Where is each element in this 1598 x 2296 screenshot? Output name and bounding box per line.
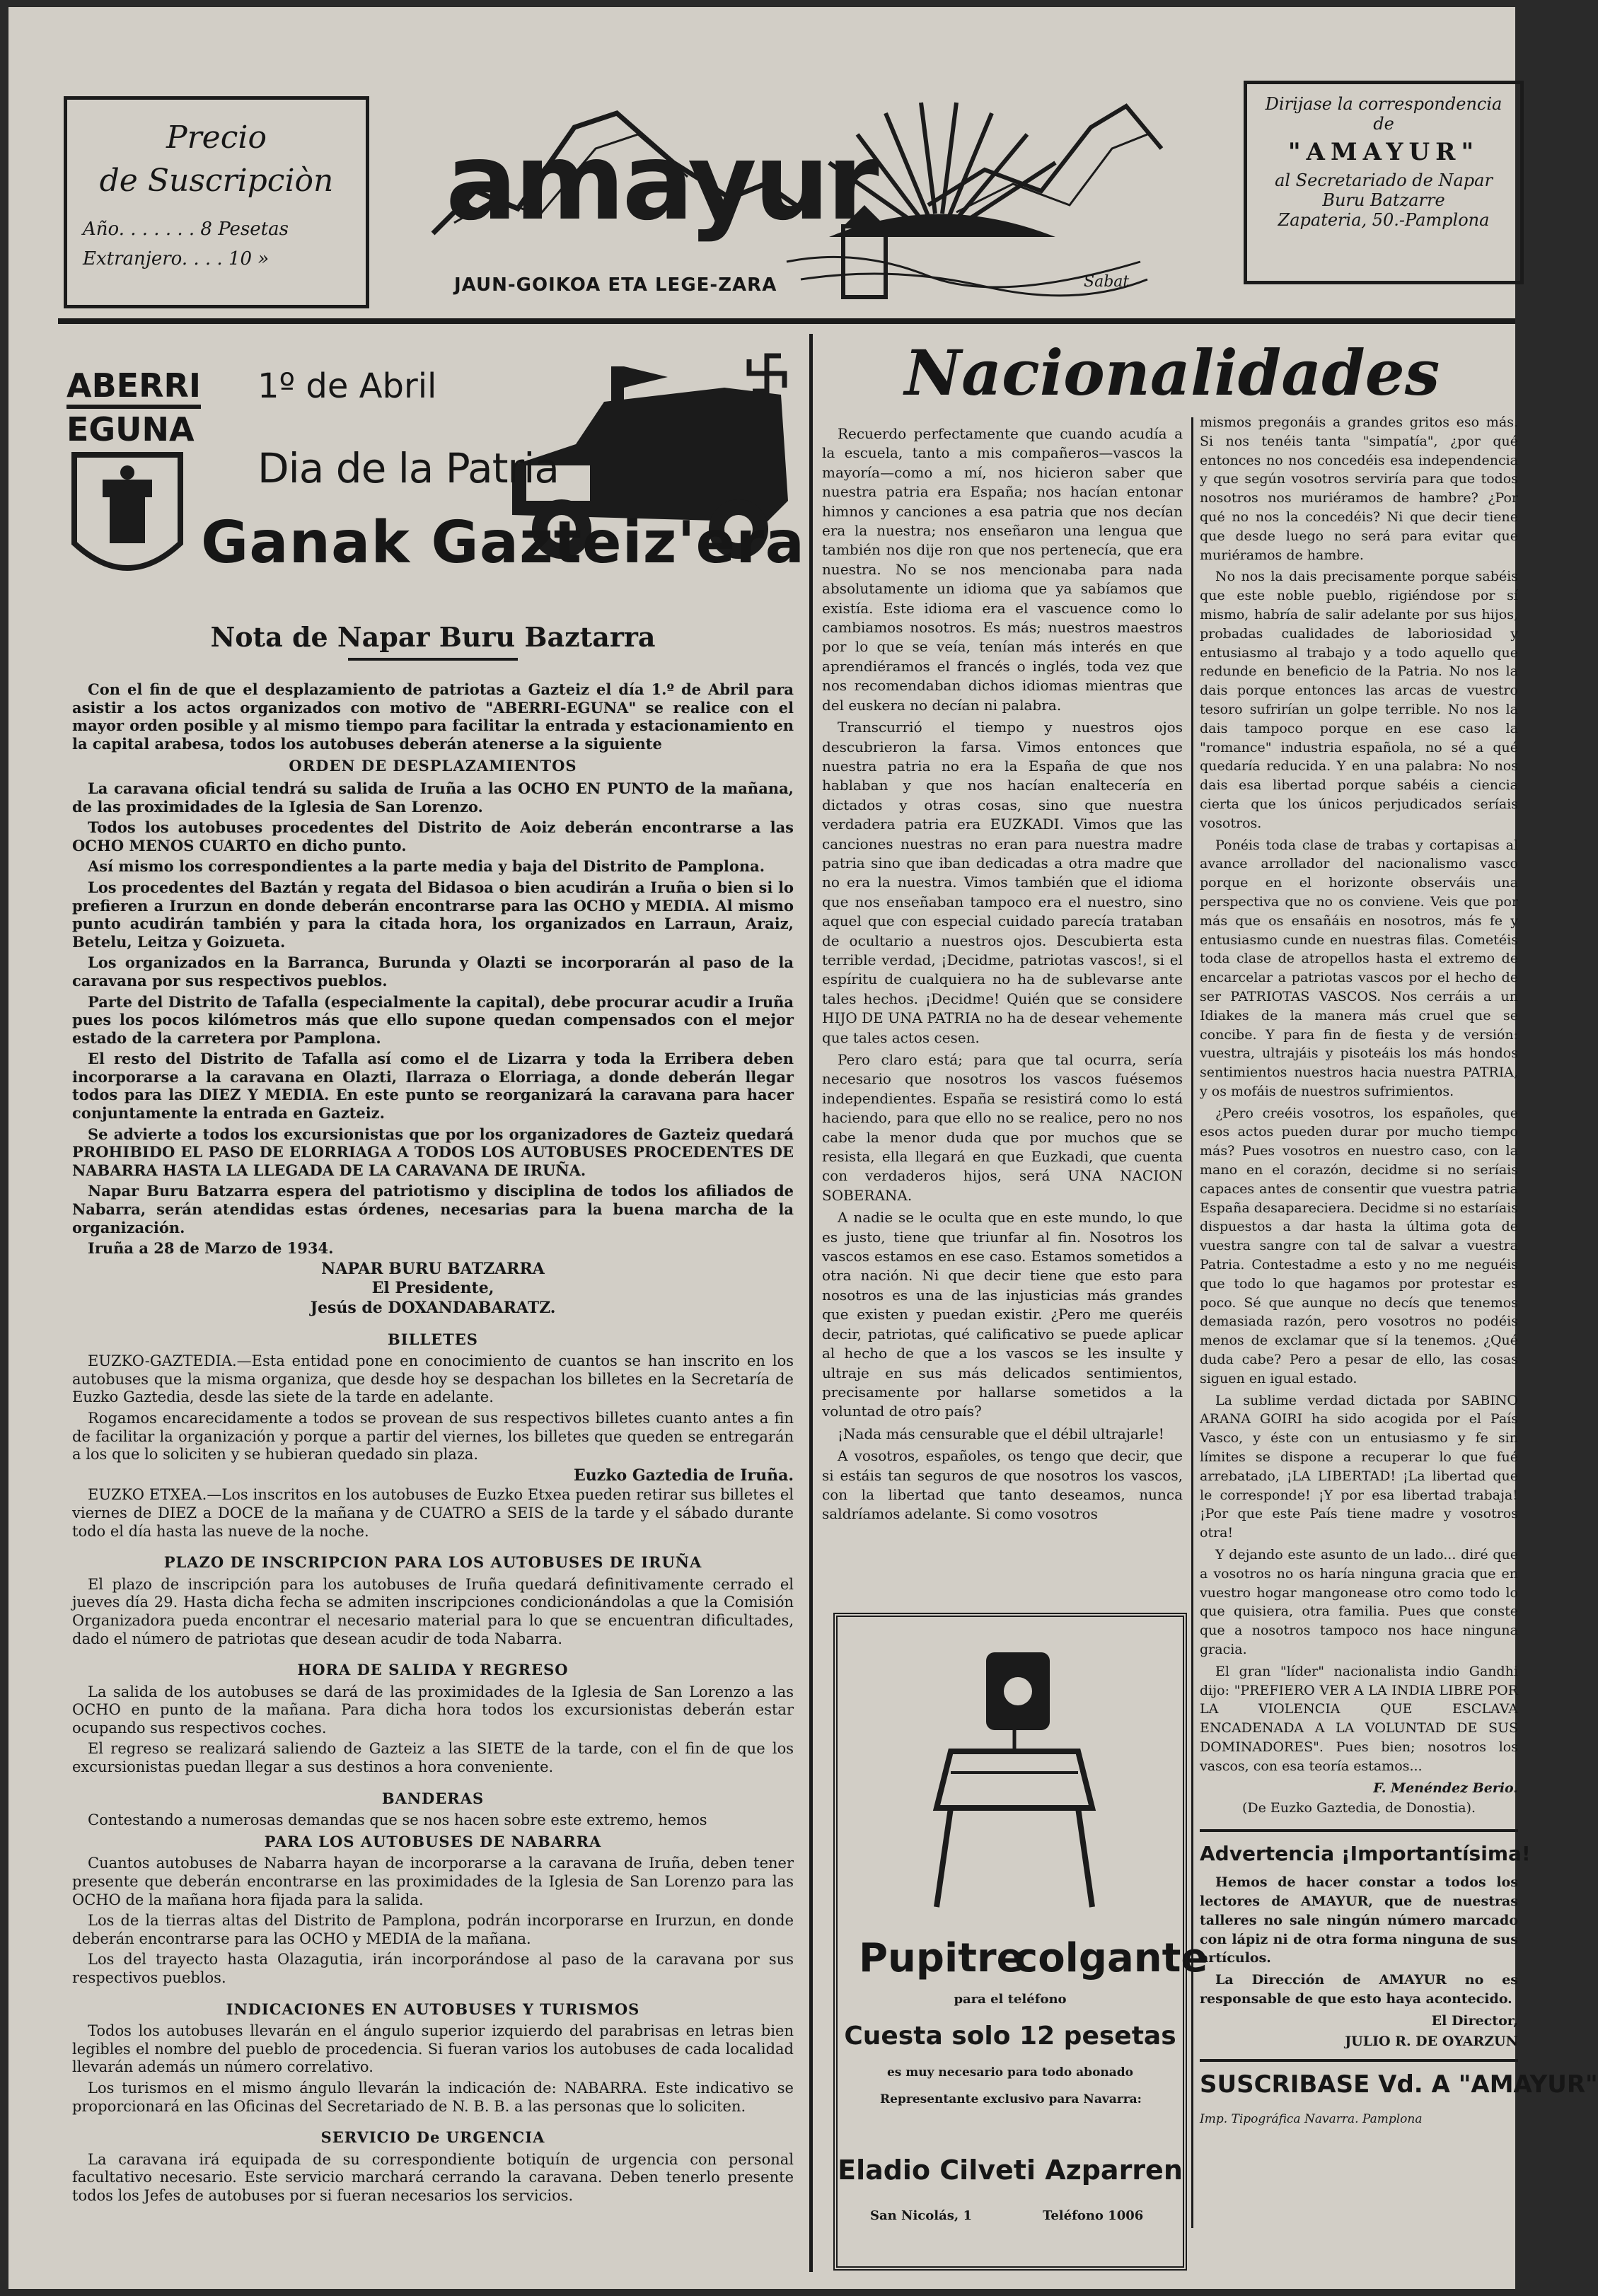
advertencia-rule bbox=[1200, 1829, 1518, 1832]
ad-title-line1: Pupitre bbox=[859, 1935, 1024, 1981]
banner-ganak-gazteiz: Ganak Gazteiz'era bbox=[201, 509, 805, 576]
advertencia-signature-name: JULIO R. DE OYARZUN bbox=[1345, 2033, 1518, 2049]
banner-dia-de-la-patria: Dia de la Patria bbox=[257, 444, 559, 492]
ad-subtitle: para el teléfono bbox=[954, 1992, 1067, 2007]
nota-signature-org: NAPAR BURU BATZARRA bbox=[321, 1259, 545, 1278]
nota-title-rule bbox=[348, 658, 518, 661]
pupitre-advertisement bbox=[833, 1613, 1208, 2271]
nacionalidades-paragraph: mismos pregonáis a grandes gritos eso más. Si nos tenéis tanta "simpatía", ¿por qué entonces no nos concedéis esa independencia y que según vosotros serviría para que todos nosotros nos muriéramos de hambre? ¿Por qué no nos la concedéis? Ni que decir tiene que desde luego no será para evitar que muriéramos de hambre. bbox=[1200, 414, 1518, 563]
nota-paragraph: Los organizados en la Barranca, Burunda y Olazti se incorporarán al paso de la caravana por sus respectivos pueblos. bbox=[72, 953, 794, 990]
header-rule bbox=[58, 318, 1515, 324]
nota-paragraph: Se advierte a todos los excursionistas que por los organizadores de Gazteiz quedará PROHIBIDO EL PASO DE ELORRIAGA A TODOS LOS AUTOBUSES PROCEDENTES DE NABARRA HASTA LA LLEGADA DE LA CARAVANA DE IRUÑA. bbox=[72, 1125, 794, 1179]
hora-heading: HORA DE SALIDA Y REGRESO bbox=[297, 1661, 569, 1679]
nota-signature-role: El Presidente, bbox=[371, 1279, 494, 1298]
nota-intro: Con el fin de que el desplazamiento de patriotas a Gazteiz el día 1.º de Abril para asistir a los actos organizados con motivo de "ABERRI-EGUNA" se realice con el mayor orden posible y al mismo tiempo para facilitar la entrada y estacionamiento en la capital arabesa, todos los autobuses deberán atenerse a la siguiente bbox=[72, 680, 794, 753]
nota-signature-name: Jesús de DOXANDABARATZ. bbox=[310, 1299, 556, 1317]
advertencia-title: Advertencia ¡Importantísima! bbox=[1200, 1842, 1531, 1866]
banner-date: 1º de Abril bbox=[257, 366, 437, 406]
indicaciones-heading: INDICACIONES EN AUTOBUSES Y TURISMOS bbox=[226, 2000, 640, 2018]
nacionalidades-paragraph: ¡Nada más censurable que el débil ultrajarle! bbox=[838, 1425, 1164, 1442]
nacionalidades-paragraph: Ponéis toda clase de trabas y cortapisas al avance arrollador del nacionalismo vasco porque en el horizonte observáis una perspectiva que no os conviene. Veis que por más que os ensañáis en nosotros, más fe y entusiasmo cunde en nuestras filas. Cometéis toda clase de atropellos hasta el extremo de encarcelar a patriotas vascos por el hecho de ser PATRIOTAS VASCOS. Nos cerráis a un Idiakes de la manera más cruel que se concibe. Y para fin de fiesta y de versión: vuestra, ultrajáis y pisoteáis los más hondos sentimientos nuestros hacia nuestra PATRIA, y os mofáis de nuestros sufrimientos. bbox=[1200, 837, 1518, 1099]
nota-paragraph: Los procedentes del Baztán y regata del Bidasoa o bien acudirán a Iruña o bien si lo prefieren a Irurzun en donde deberán encontrarse para las OCHO y MEDIA. Al mismo punto acudirán también y para la citada hora, los organizados en Larraun, Araiz, Betelu, Leitza y Goizueta. bbox=[72, 878, 794, 951]
plazo-heading: PLAZO DE INSCRIPCION PARA LOS AUTOBUSES DE IRUÑA bbox=[163, 1553, 702, 1572]
ad-phone: Teléfono 1006 bbox=[1043, 2208, 1144, 2223]
nabarra-paragraph: Los del trayecto hasta Olazagutia, irán incorporándose al paso de la caravana por sus respectivos pueblos. bbox=[72, 1951, 794, 1986]
masthead-motto: JAUN-GOIKOA ETA LEGE-ZARA bbox=[454, 274, 777, 296]
ad-vendor-name: Eladio Cilveti Azparren bbox=[838, 2155, 1183, 2186]
nota-title: Nota de Napar Buru Baztarra bbox=[210, 621, 656, 653]
indicaciones-paragraph: Los turismos en el mismo ángulo llevarán la indicación de: NABARRA. Este indicativo se proporcionará en las Oficinas del Secretariado de N. B. B. a las personas que lo soliciten. bbox=[72, 2079, 794, 2115]
nota-paragraph: El resto del Distrito de Tafalla así como el de Lizarra y toda la Erribera deben incorporarse a la caravana en Olazti, Ilarraza o Elorriaga, a donde deberán llegar todos para las DIEZ Y MEDIA. En este punto se reorganizará la caravana para hacer conjuntamente la entrada en Gazteiz. bbox=[72, 1050, 794, 1123]
ad-address: San Nicolás, 1 bbox=[870, 2208, 972, 2223]
ad-title-line2: colgante bbox=[1014, 1935, 1208, 1981]
nota-paragraph: Así mismo los correspondientes a la parte media y baja del Distrito de Pamplona. bbox=[88, 857, 765, 876]
nacionalidades-paragraph: Y dejando este asunto de un lado... diré que a vosotros no os haría ninguna gracia que en vuestro hogar mangonease otro como todo lo que quisiera, otra familia. Pues que conste que a nosotros tampoco nos hace ninguna gracia. bbox=[1200, 1547, 1518, 1657]
masthead-artist-signature: Sabat bbox=[1084, 273, 1130, 291]
hora-paragraph: La salida de los autobuses se dará de las proximidades de la Iglesia de San Lorenzo a las OCHO en punto de la mañana. Para dicha hora todos los excursionistas deberán estar ocupando sus respectivos coches. bbox=[72, 1683, 794, 1737]
nacionalidades-paragraph: No nos la dais precisamente porque sabéis que este noble pueblo, rigiéndose por sí mismo, habría de salir adelante por sus hijos, probadas cualidades de laboriosidad y entusiasmo al trabajo y a todo aquello que redunde en beneficio de la Patria. No nos la dais porque entonces las arcas de vuestro tesoro sufrirían un golpe terrible. No nos la dais tampoco porque en ese caso la "romance" industria española, no sé a qué quedaría reducida. Y en una palabra: No nos dais esa libertad porque sabéis a ciencia cierta que los únicos perjudicados seríais vosotros. bbox=[1200, 569, 1518, 831]
nacionalidades-paragraph: El gran "líder" nacionalista indio Gandhi dijo: "PREFIERO VER A LA INDIA LIBRE POR LA VIOLENCIA QUE ESCLAVA ENCADENADA A LA VOLUNTAD DE SUS DOMINADORES". Pues bien; nosotros los vascos, con esa teoría estamos... bbox=[1200, 1663, 1518, 1774]
nota-paragraph: Parte del Distrito de Tafalla (especialmente la capital), debe procurar acudir a Iruña pues los pocos kilómetros más que ello supone quedan compensados con el mejor estado de la carretera por Pamplona. bbox=[72, 992, 794, 1047]
nacionalidades-paragraph: ¿Pero creéis vosotros, los españoles, que esos actos pueden durar por mucho tiempo más? Pues vosotros en nuestro caso, con la mano en el corazón, decidme si no seríais capaces antes de consentir que vuestra patria España desapareciera. Decidme si no estaríais dispuestos a dar hasta la última gota de vuestra sangre con tal de salvar a vuestra Patria. Contestadme a esto y no me neguéis que todo lo que hagamos por protestar es poco. Sé que aunque no decís que tenemos demasiada razón, pero vosotros no podéis menos de exclamar que sí la tenemos. ¿Qué duda cabe? Pero a pesar de ello, las cosas siguen en igual estado. bbox=[1200, 1105, 1518, 1386]
nacionalidades-column-2 bbox=[1200, 413, 1598, 2129]
plazo-paragraph: El plazo de inscripción para los autobuses de Iruña quedará definitivamente cerrado el jueves día 29. Hasta dicha fecha se admiten inscripciones condicionándolas a que la Comisión Organizadora pueda encontrar el necesario material para lo que se encuentran dificultades, dado el número de patriotas que desean acudir de toda Nabarra. bbox=[72, 1575, 794, 1647]
printer-imprint: Imp. Tipográfica Navarra. Pamplona bbox=[1200, 2112, 1423, 2127]
nota-date: Iruña a 28 de Marzo de 1934. bbox=[88, 1239, 334, 1258]
subscribe-stamp: SUSCRIBASE Vd. A "AMAYUR" bbox=[1200, 2070, 1598, 2099]
subscription-box bbox=[64, 96, 369, 308]
nota-paragraph: Napar Buru Batzarra espera del patriotismo y disciplina de todos los afiliados de Nabarra, serán atendidas estas órdenes, necesarias para la buena marcha de la organización. bbox=[72, 1182, 794, 1236]
correspondence-line1: Dirijase la correspondencia bbox=[1265, 94, 1503, 114]
nabarra-paragraph: Los de la tierras altas del Distrito de Pamplona, podrán incorporarse en Irurzun, en donde deberán encontrarse para las OCHO y MEDIA de la mañana. bbox=[72, 1912, 794, 1947]
subscription-row-year: Año. . . . . . . 8 Pesetas bbox=[83, 219, 289, 240]
nacionalidades-paragraph: Transcurrió el tiempo y nuestros ojos descubrieron la farsa. Vimos entonces que nuestra patria no era la España de que nos hablaban y que nos hacían enaltecería en dictados y otras cosas, sino que nuestra verdadera patria era EUZKADI. Vimos que las canciones nuestras no eran para nuestra madre patria sino que iban dedicadas a otra madre que no era la nuestra. Vimos también que el idioma que nos enseñaban tampoco era el nuestro, sino aquel que con especial cuidado parecía trataban de ocultario a nuestros ojos. Descubierta esta terrible verdad, ¡Decidme, patriotas vascos!, si el espíritu de cualquiera no ha de sublevarse ante tales hechos. ¡Decidme! Quién que se considere HIJO DE UNA PATRIA no ha de desear vehemente que tales actos cesen. bbox=[822, 719, 1183, 1046]
nacionalidades-author: F. Menéndez Berio. bbox=[1373, 1780, 1518, 1796]
correspondence-name: "AMAYUR" bbox=[1287, 138, 1480, 166]
nacionalidades-paragraph: Recuerdo perfectamente que cuando acudía a la escuela, tanto a mis compañeros—vascos la mayoría—como a mí, nos hicieron saber que nuestra patria era España; nos hacían entonar himnos y canciones a esa patria que nos decían era la nuestra; nos enseñaron una lengua que también nos dije ron que nos pertenecía, que era nuestra. No se nos mencionaba para nada absolutamente un idioma que ya sabíamos que existía. Este idioma era el vascuence como lo cambiamos nosotros. Es más; nuestros maestros por lo que se veía, tenían más interés en que aprendiéramos el francés o inglés, toda vez que nos recomendaban dichos idiomas mientras que del euskera no decían ni palabra. bbox=[822, 425, 1183, 714]
coat-of-arms-icon bbox=[71, 451, 184, 593]
hora-paragraph: El regreso se realizará saliendo de Gazteiz a las SIETE de la tarde, con el fin de que los excursionistas puedan llegar a sus destinos a hora conveniente. bbox=[72, 1740, 794, 1776]
advertencia-paragraph: La Dirección de AMAYUR no es responsable de que esto haya acontecido. bbox=[1200, 1972, 1518, 2007]
stamp-rule bbox=[1200, 2059, 1518, 2062]
billetes-paragraph: EUZKO ETXEA.—Los inscritos en los autobuses de Euzko Etxea pueden retirar sus billetes el viernes de DIEZ a DOCE de la mañana y de CUATRO a SEIS de la tarde y el sábado durante todo el día hasta las nueve de la noche. bbox=[72, 1486, 794, 1540]
banner-aberri: ABERRI bbox=[66, 366, 201, 409]
orden-heading: ORDEN DE DESPLAZAMIENTOS bbox=[289, 757, 577, 775]
correspondence-line2: de bbox=[1373, 114, 1394, 134]
correspondence-line4: al Secretariado de Napar bbox=[1275, 170, 1493, 190]
nota-paragraph: Todos los autobuses procedentes del Distrito de Aoiz deberán encontrarse a las OCHO MENOS CUARTO en dicho punto. bbox=[72, 818, 794, 854]
nacionalidades-title: Nacionalidades bbox=[904, 336, 1440, 410]
nacionalidades-paragraph: A vosotros, españoles, os tengo que decir, que si estáis tan seguros de que nosotros los vascos, con la libertad que tanto deseamos, nunca saldríamos adelante. Si como vosotros bbox=[822, 1447, 1183, 1523]
ad-price: Cuesta solo 12 pesetas bbox=[844, 2022, 1176, 2051]
billetes-signature: Euzko Gaztedia de Iruña. bbox=[573, 1466, 794, 1485]
nabarra-paragraph: Cuantos autobuses de Nabarra hayan de incorporarse a la caravana de Iruña, deben tener presente que deberán encontrarse en las proximidades de la Iglesia de San Lorenzo para las OCHO de la mañana hora fijada para la salida. bbox=[72, 1855, 794, 1908]
telephone-desk-illustration bbox=[908, 1645, 1121, 1914]
billetes-heading: BILLETES bbox=[388, 1330, 478, 1348]
billetes-paragraph: EUZKO-GAZTEDIA.—Esta entidad pone en conocimiento de cuantos se han inscrito en los autobuses que la misma organiza, que desde hoy se despachan los billetes en la Secretaría de Euzko Gaztedia, desde las siete de la tarde en adelante. bbox=[72, 1352, 794, 1406]
subscription-row-abroad: Extranjero. . . . 10 » bbox=[83, 248, 270, 269]
nacionalidades-paragraph: Pero claro está; para que tal ocurra, sería necesario que nosotros los vascos fuésemos independientes. España se resistirá como lo está haciendo, para que ello no se realice, pero no nos cabe la menor duda que por muchos que se resista, ella llegará en que Euzkadi, que cuenta con verdaderos hijos, será UNA NACION SOBERANA. bbox=[822, 1051, 1183, 1204]
indicaciones-paragraph: Todos los autobuses llevarán en el ángulo superior izquierdo del parabrisas en letras bien legibles el nombre del pueblo de procedencia. Si fueran varios los autobuses de cada localidad llevarán además un número correlativo. bbox=[72, 2022, 794, 2076]
ad-note: es muy necesario para todo abonado bbox=[886, 2065, 1134, 2080]
nacionalidades-column-1 bbox=[822, 424, 1183, 1527]
advertencia-signature-role: El Director, bbox=[1431, 2012, 1518, 2029]
correspondence-line6: Zapateria, 50.-Pamplona bbox=[1278, 210, 1490, 230]
aberri-banner bbox=[66, 352, 805, 593]
subscription-subtitle: de Suscripciòn bbox=[99, 163, 334, 199]
lauburu-icon bbox=[746, 352, 788, 395]
nacionalidades-source: (De Euzko Gaztedia, de Donostia). bbox=[1241, 1800, 1476, 1816]
correspondence-line5: Buru Batzarre bbox=[1322, 190, 1445, 210]
urgencia-paragraph: La caravana irá equipada de su correspondiente botiquín de urgencia con personal facultativo necesario. Este servicio marchará cerrando la caravana. Deben tenerlo presente todos los Jefes de autobuses por si fueran necesarios los servicios. bbox=[72, 2150, 794, 2204]
nacionalidades-paragraph: La sublime verdad dictada por SABINO ARANA GOIRI ha sido acogida por el País Vasco, y éste con un entusiasmo y fe sin límites se dispone a recuperar lo que fué arrebatado, ¡LA LIBERTAD! ¡La libertad que le corresponde! ¡Y por esa libertad trabaja! ¡Por que este País tiene madre y vosotros otra! bbox=[1200, 1392, 1518, 1541]
banderas-paragraph: Contestando a numerosas demandas que se nos hacen sobre este extremo, hemos bbox=[88, 1811, 707, 1829]
newspaper-page bbox=[8, 7, 1598, 2289]
column-rule bbox=[809, 334, 813, 2272]
banderas-heading: BANDERAS bbox=[381, 1789, 485, 1807]
advertencia-paragraph: Hemos de hacer constar a todos los lectores de AMAYUR, que de nuestras talleres no sale ningún número marcado con lápiz ni de otra forma ninguna de sus artículos. bbox=[1200, 1874, 1518, 1966]
urgencia-heading: SERVICIO De URGENCIA bbox=[320, 2128, 545, 2147]
subscription-title: Precio bbox=[166, 120, 267, 156]
correspondence-box bbox=[1244, 81, 1524, 284]
banner-eguna: EGUNA bbox=[66, 410, 195, 448]
ad-representative: Representante exclusivo para Navarra: bbox=[880, 2092, 1142, 2106]
billetes-paragraph: Rogamos encarecidamente a todos se provean de sus respectivos billetes cuanto antes a fin de facilitar la organización y porque a partir del viernes, los billetes que queden se entregarán a los que lo soliciten y se hubieran quedado sin plaza. bbox=[72, 1409, 794, 1463]
left-column bbox=[72, 621, 794, 2208]
nabarra-subheading: PARA LOS AUTOBUSES DE NABARRA bbox=[264, 1832, 602, 1850]
nota-paragraph: La caravana oficial tendrá su salida de Iruña a las OCHO EN PUNTO de la mañana, de las proximidades de la Iglesia de San Lorenzo. bbox=[72, 779, 794, 816]
nacionalidades-paragraph: A nadie se le oculta que en este mundo, lo que es justo, tiene que triunfar al fin. Nosotros los vascos estamos en ese caso. Estamos sometidos a otra nación. Ni que decir tiene que esto para nosotros es una de las injusticias más grandes que existen y puedan existir. ¿Pero me queréis decir, patriotas, qué calificativo se puede aplicar al hecho de que a los vascos se les insulte y ultraje en sus más delicados sentimientos, precisamente por hallarse sometidos a la voluntad de otro país? bbox=[822, 1209, 1183, 1420]
masthead-title: amayur bbox=[446, 121, 876, 244]
